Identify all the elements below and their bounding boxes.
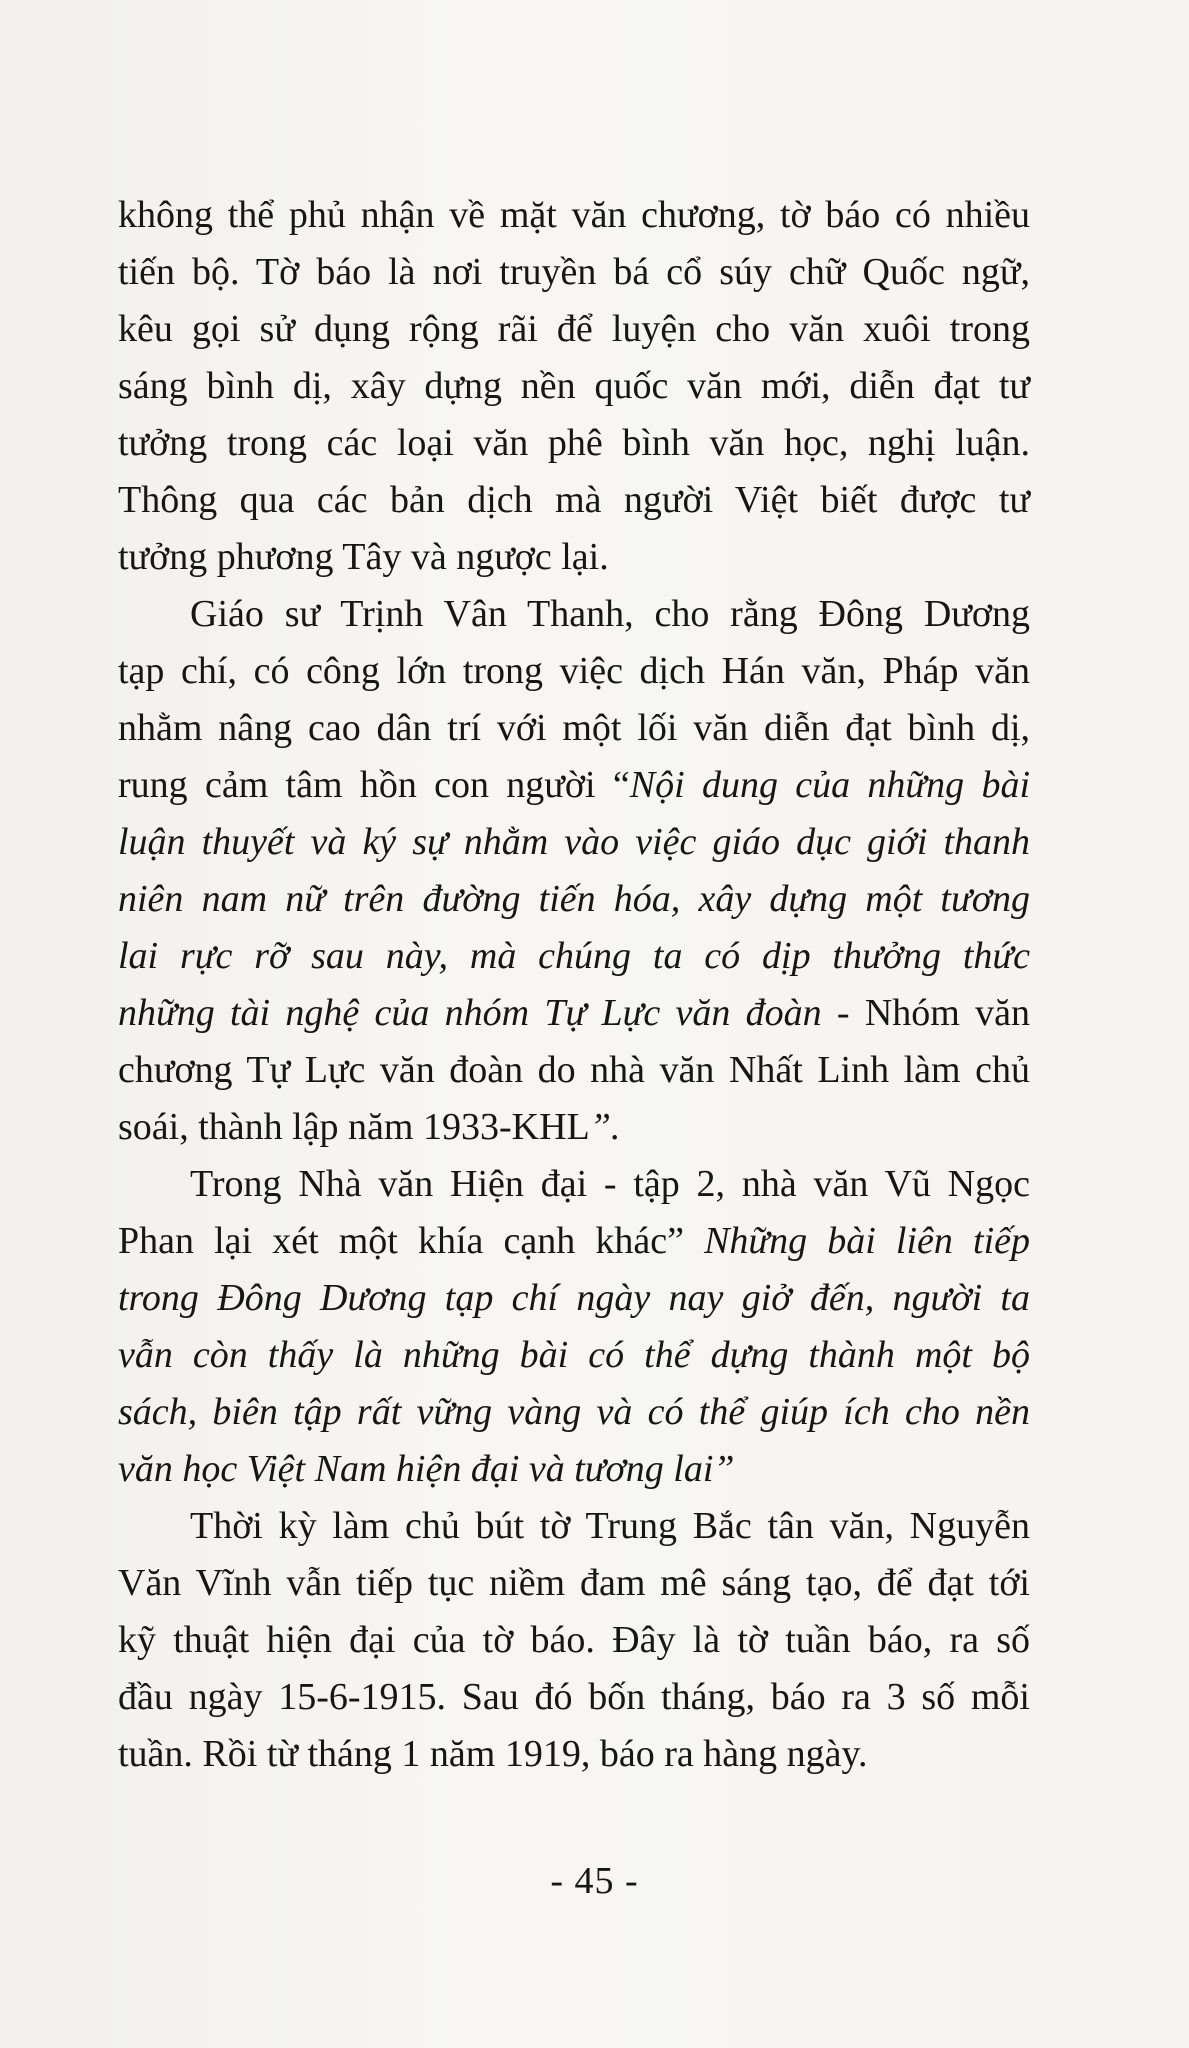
body-text <box>118 187 1030 1783</box>
text-line: Trong Nhà văn Hiện đại - tập 2, nhà văn Vũ Ngọc <box>190 1163 1030 1205</box>
quote-segment: ”. <box>589 1106 621 1148</box>
text-line: Thời kỳ làm chủ bút tờ Trung Bắc tân văn, Nguyễn <box>190 1505 1030 1547</box>
quote-segment: niên nam nữ trên đường tiến hóa, xây dựng một tương <box>118 878 1030 920</box>
text-line: tưởng trong các loại văn phê bình văn học, nghị luận. <box>118 422 1030 464</box>
quote-line <box>118 928 1030 985</box>
text-line: sáng bình dị, xây dựng nền quốc văn mới, diễn đạt tư <box>118 365 1030 407</box>
text-line <box>118 1099 1030 1156</box>
quote-segment: ” <box>713 1448 735 1490</box>
quote-line <box>118 1441 1030 1498</box>
quote-segment: sách, biên tập rất vững vàng và có thể giúp ích cho nền <box>118 1391 1030 1433</box>
quote-segment: những tài nghệ của nhóm Tự Lực văn đoàn <box>118 992 822 1034</box>
quote-line <box>118 1327 1030 1384</box>
quote-line <box>118 1270 1030 1327</box>
quote-segment: vẫn còn thấy là những bài có thể dựng thành một bộ <box>118 1334 1030 1376</box>
text-line: tạp chí, có công lớn trong việc dịch Hán văn, Pháp văn <box>118 650 1030 692</box>
text-line: đầu ngày 15-6-1915. Sau đó bốn tháng, báo ra 3 số mỗi <box>118 1676 1030 1718</box>
page-number: - 45 - <box>550 1860 639 1902</box>
text-line: Văn Vĩnh vẫn tiếp tục niềm đam mê sáng tạo, để đạt tới <box>118 1562 1030 1604</box>
text-line-mixed <box>118 985 1030 1042</box>
text-segment: Phan lại xét một khía cạnh khác” <box>118 1220 705 1262</box>
quote-segment: văn học Việt Nam hiện đại và tương lai <box>118 1448 714 1490</box>
text-line: không thể phủ nhận về mặt văn chương, tờ báo có nhiều <box>118 194 1030 236</box>
text-line-mixed <box>118 1213 1030 1270</box>
quote-segment: lai rực rỡ sau này, mà chúng ta có dịp thưởng thức <box>118 935 1030 977</box>
quote-line <box>118 871 1030 928</box>
text-segment: - Nhóm văn <box>821 992 1030 1034</box>
quote-line <box>118 814 1030 871</box>
text-line: Thông qua các bản dịch mà người Việt biết được tư <box>118 479 1030 521</box>
text-segment: rung cảm tâm hồn con người “ <box>118 764 630 806</box>
text-segment: soái, thành lập năm 1933-KHL <box>118 1106 590 1148</box>
quote-line <box>118 1384 1030 1441</box>
text-line: kỹ thuật hiện đại của tờ báo. Đây là tờ tuần báo, ra số <box>118 1619 1030 1661</box>
quote-segment: Nội dung của những bài <box>629 764 1030 806</box>
text-line: Giáo sư Trịnh Vân Thanh, cho rằng Đông Dương <box>190 593 1030 635</box>
quote-segment: luận thuyết và ký sự nhằm vào việc giáo dục giới thanh <box>118 821 1030 863</box>
text-line: kêu gọi sử dụng rộng rãi để luyện cho văn xuôi trong <box>118 308 1030 350</box>
text-line-mixed <box>118 757 1030 814</box>
text-line: tiến bộ. Tờ báo là nơi truyền bá cổ súy chữ Quốc ngữ, <box>118 251 1030 293</box>
quote-segment: Những bài liên tiếp <box>704 1220 1031 1262</box>
text-line: nhằm nâng cao dân trí với một lối văn diễn đạt bình dị, <box>118 707 1030 749</box>
text-line: tuần. Rồi từ tháng 1 năm 1919, báo ra hàng ngày. <box>118 1733 868 1775</box>
text-line: tưởng phương Tây và ngược lại. <box>118 536 609 578</box>
text-line: chương Tự Lực văn đoàn do nhà văn Nhất Linh làm chủ <box>118 1049 1030 1091</box>
quote-segment: trong Đông Dương tạp chí ngày nay giở đến, người ta <box>118 1277 1030 1319</box>
